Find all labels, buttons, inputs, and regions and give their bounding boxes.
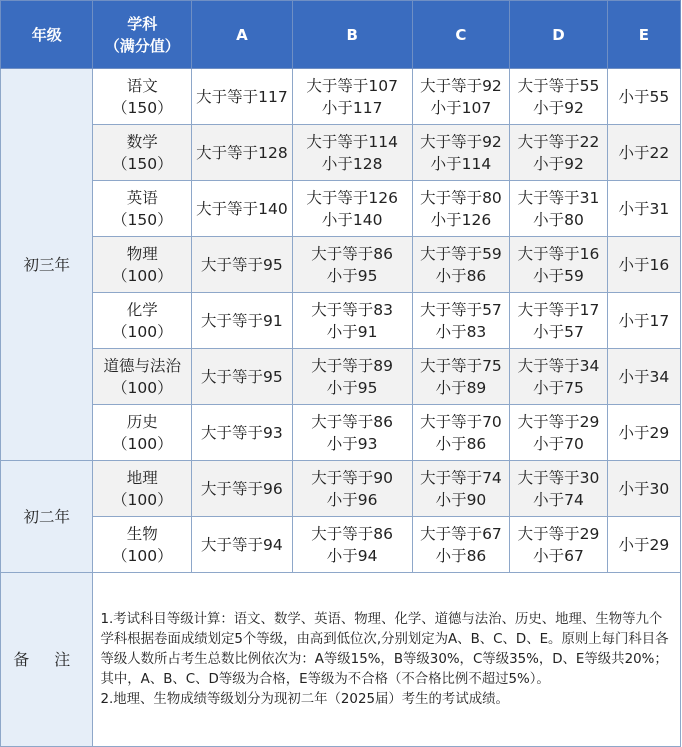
header-d: D: [510, 1, 608, 69]
grade-c-cell: [412, 293, 510, 349]
subject-full-score: （100）: [111, 490, 173, 509]
notes-row: [1, 573, 681, 747]
subject-name: 道德与法治: [103, 356, 182, 375]
grade-c-lower: 大于等于70: [420, 412, 502, 431]
grade-d-upper: 小于70: [533, 434, 584, 453]
grade-d-lower: 大于等于17: [517, 300, 600, 319]
subject-name: 历史: [126, 412, 158, 431]
grade-c-upper: 小于86: [435, 434, 487, 453]
grade-d-upper: 小于75: [533, 378, 584, 397]
subject-cell: [93, 517, 192, 573]
grade-c-cell: [412, 517, 510, 573]
table-row: [1, 69, 681, 125]
grade-b-lower: 大于等于114: [306, 132, 398, 151]
grade-b-cell: [292, 293, 412, 349]
grade-e-cell: 小于17: [607, 293, 680, 349]
grade-d-lower: 大于等于34: [517, 356, 600, 375]
grade-cell: 初二年: [1, 461, 93, 573]
header-grade: 年级: [1, 1, 93, 69]
grade-a-cell: 大于等于93: [192, 405, 293, 461]
grade-a-cell: 大于等于95: [192, 349, 293, 405]
grade-c-lower: 大于等于80: [420, 188, 502, 207]
grade-d-cell: [510, 125, 608, 181]
grade-e-cell: 小于29: [607, 517, 680, 573]
grade-d-cell: [510, 349, 608, 405]
grade-a-cell: 大于等于128: [192, 125, 293, 181]
grade-b-cell: [292, 237, 412, 293]
grade-b-cell: [292, 349, 412, 405]
subject-full-score: （150）: [111, 154, 173, 173]
grade-b-cell: [292, 181, 412, 237]
table-row: [1, 237, 681, 293]
subject-cell: [93, 461, 192, 517]
table-row: [1, 349, 681, 405]
subject-name: 英语: [126, 188, 158, 207]
grade-b-upper: 小于128: [321, 154, 383, 173]
grade-c-upper: 小于114: [430, 154, 492, 173]
grade-c-upper: 小于107: [430, 98, 492, 117]
grade-b-cell: [292, 517, 412, 573]
table-row: [1, 293, 681, 349]
subject-cell: [93, 69, 192, 125]
grade-d-upper: 小于74: [533, 490, 584, 509]
grade-c-upper: 小于86: [435, 546, 487, 565]
grade-b-lower: 大于等于126: [306, 188, 398, 207]
grade-c-upper: 小于89: [435, 378, 487, 397]
grade-b-lower: 大于等于83: [311, 300, 394, 319]
grade-cell: 初三年: [1, 69, 93, 461]
grade-c-lower: 大于等于57: [420, 300, 502, 319]
subject-name: 化学: [126, 300, 158, 319]
grade-b-upper: 小于95: [326, 266, 378, 285]
grade-e-cell: 小于30: [607, 461, 680, 517]
subject-cell: [93, 125, 192, 181]
subject-full-score: （150）: [111, 98, 173, 117]
grade-d-cell: [510, 181, 608, 237]
grade-e-cell: 小于22: [607, 125, 680, 181]
grade-a-cell: 大于等于140: [192, 181, 293, 237]
subject-full-score: （100）: [111, 266, 173, 285]
grade-a-cell: 大于等于96: [192, 461, 293, 517]
grade-c-lower: 大于等于75: [420, 356, 502, 375]
subject-cell: [93, 293, 192, 349]
grade-b-upper: 小于94: [326, 546, 378, 565]
grade-d-lower: 大于等于30: [517, 468, 600, 487]
grade-c-cell: [412, 69, 510, 125]
grade-c-cell: [412, 125, 510, 181]
grade-a-cell: 大于等于95: [192, 237, 293, 293]
grade-a-cell: 大于等于91: [192, 293, 293, 349]
subject-name: 地理: [126, 468, 158, 487]
grade-d-cell: [510, 237, 608, 293]
grade-d-lower: 大于等于16: [517, 244, 600, 263]
notes-paragraph-2: 2.地理、生物成绩等级划分为现初二年（2025届）考生的考试成绩。: [100, 691, 509, 707]
grade-b-cell: [292, 461, 412, 517]
grade-d-upper: 小于80: [533, 210, 584, 229]
grade-b-lower: 大于等于107: [306, 76, 398, 95]
header-a: A: [192, 1, 293, 69]
grade-c-lower: 大于等于59: [420, 244, 502, 263]
table-row: [1, 125, 681, 181]
grade-d-cell: [510, 461, 608, 517]
grade-d-upper: 小于59: [533, 266, 584, 285]
table-row: [1, 181, 681, 237]
notes-paragraph-1: 1.考试科目等级计算：语文、数学、英语、物理、化学、道德与法治、历史、地理、生物等九个学科根据卷面成绩划定5个等级，由高到低位次,分别划定为A、B、C、D、E。原则上每门科目各等级人数所占考生总数比例依次为：A等级15%，B等级30%，C等级35%，D、E等级共20%；其中，A、B、C、D等级为合格，E等级为不合格（不合格比例不超过5%）。: [100, 611, 669, 687]
grade-b-upper: 小于91: [326, 322, 378, 341]
grade-d-lower: 大于等于29: [517, 524, 600, 543]
subject-name: 物理: [126, 244, 158, 263]
grade-b-upper: 小于93: [326, 434, 378, 453]
table-row: [1, 517, 681, 573]
subject-cell: [93, 181, 192, 237]
subject-cell: [93, 237, 192, 293]
notes-content: [93, 573, 681, 747]
subject-full-score: （100）: [111, 434, 173, 453]
subject-name: 生物: [126, 524, 158, 543]
grade-c-lower: 大于等于74: [420, 468, 502, 487]
grade-d-lower: 大于等于22: [517, 132, 600, 151]
header-row: [1, 1, 681, 69]
grade-c-upper: 小于126: [430, 210, 492, 229]
grade-d-upper: 小于67: [533, 546, 584, 565]
grade-c-cell: [412, 461, 510, 517]
subject-cell: [93, 405, 192, 461]
grade-d-cell: [510, 69, 608, 125]
header-c: C: [412, 1, 510, 69]
grade-e-cell: 小于29: [607, 405, 680, 461]
grade-c-cell: [412, 237, 510, 293]
grade-c-upper: 小于83: [435, 322, 487, 341]
grade-c-cell: [412, 181, 510, 237]
grade-c-lower: 大于等于92: [420, 76, 502, 95]
subject-full-score: （100）: [111, 322, 173, 341]
header-subject: [93, 1, 192, 69]
subject-full-score: （100）: [111, 546, 173, 565]
subject-full-score: （100）: [111, 378, 173, 397]
grade-b-lower: 大于等于86: [311, 524, 394, 543]
grade-c-cell: [412, 405, 510, 461]
grade-d-cell: [510, 405, 608, 461]
header-e: E: [607, 1, 680, 69]
grade-a-cell: 大于等于94: [192, 517, 293, 573]
header-subject-line2: （满分值）: [104, 36, 180, 55]
grade-c-lower: 大于等于92: [420, 132, 502, 151]
grade-d-lower: 大于等于31: [517, 188, 600, 207]
header-subject-line1: 学科: [127, 14, 158, 33]
grade-b-lower: 大于等于89: [311, 356, 394, 375]
subject-full-score: （150）: [111, 210, 173, 229]
grade-b-upper: 小于140: [321, 210, 383, 229]
grade-c-upper: 小于90: [435, 490, 487, 509]
grade-e-cell: 小于55: [607, 69, 680, 125]
grade-b-lower: 大于等于86: [311, 412, 394, 431]
grade-b-lower: 大于等于90: [311, 468, 394, 487]
grade-d-upper: 小于92: [533, 98, 584, 117]
grade-b-lower: 大于等于86: [311, 244, 394, 263]
grade-c-lower: 大于等于67: [420, 524, 502, 543]
grade-b-upper: 小于95: [326, 378, 378, 397]
header-b: B: [292, 1, 412, 69]
grade-c-cell: [412, 349, 510, 405]
table-row: [1, 405, 681, 461]
grade-d-upper: 小于57: [533, 322, 584, 341]
table-row: [1, 461, 681, 517]
grade-d-cell: [510, 517, 608, 573]
grade-d-lower: 大于等于55: [517, 76, 600, 95]
subject-name: 数学: [126, 132, 158, 151]
grade-b-upper: 小于117: [321, 98, 383, 117]
grade-d-lower: 大于等于29: [517, 412, 600, 431]
subject-name: 语文: [126, 76, 158, 95]
grade-a-cell: 大于等于117: [192, 69, 293, 125]
grade-d-cell: [510, 293, 608, 349]
grade-b-cell: [292, 405, 412, 461]
grade-b-cell: [292, 125, 412, 181]
subject-cell: [93, 349, 192, 405]
notes-label: 备 注: [1, 573, 93, 747]
grade-b-cell: [292, 69, 412, 125]
grade-e-cell: 小于31: [607, 181, 680, 237]
grade-d-upper: 小于92: [533, 154, 584, 173]
grade-c-upper: 小于86: [435, 266, 487, 285]
grade-e-cell: 小于16: [607, 237, 680, 293]
grade-b-upper: 小于96: [326, 490, 378, 509]
grade-e-cell: 小于34: [607, 349, 680, 405]
